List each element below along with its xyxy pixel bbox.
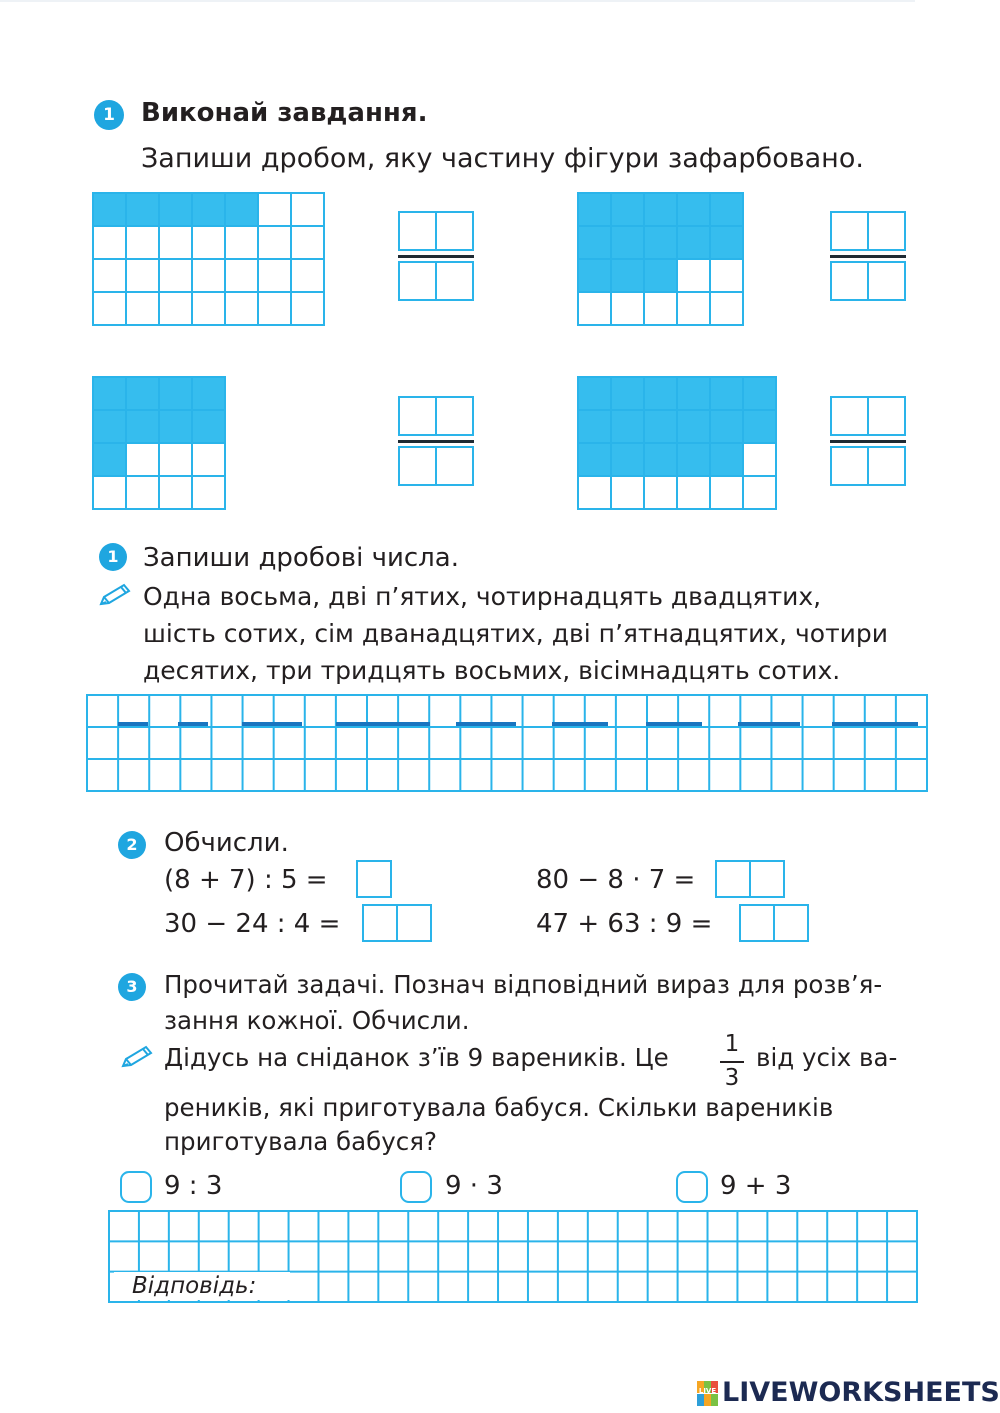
figure-cell (127, 378, 160, 411)
figure-cell (127, 444, 160, 477)
figure-cell (226, 227, 259, 260)
figure-cell (160, 477, 193, 510)
liveworksheets-logo-mark (697, 1381, 719, 1407)
figure-cell (612, 260, 645, 293)
fraction-dash (738, 722, 800, 726)
figure-cell (160, 411, 193, 444)
figure-cell (711, 260, 744, 293)
figure-cell (579, 260, 612, 293)
figure-cell (645, 444, 678, 477)
figure-cell (579, 411, 612, 444)
figure-cell (579, 293, 612, 326)
fraction-bar (830, 440, 906, 443)
answer-box-4[interactable] (739, 904, 809, 942)
text-line: Одна восьма, дві п’ятих, чотирнадцять двадцятих, (143, 582, 822, 611)
figure-cell (645, 260, 678, 293)
figure-cell (193, 444, 226, 477)
figure-cell (612, 293, 645, 326)
option-radio-3[interactable] (676, 1171, 708, 1203)
shaded-figure-2 (577, 192, 744, 326)
figure-cell (127, 260, 160, 293)
figure-cell (645, 378, 678, 411)
task-title: Запиши дробові числа. (143, 543, 459, 573)
figure-cell (226, 194, 259, 227)
figure-cell (744, 378, 777, 411)
figure-cell (744, 411, 777, 444)
figure-cell (579, 227, 612, 260)
figure-cell (292, 260, 325, 293)
expression-3: 30 − 24 : 4 = (164, 909, 341, 939)
task-number-badge: 1 (94, 100, 124, 130)
figure-cell (193, 378, 226, 411)
fraction-dash (646, 722, 702, 726)
figure-cell (160, 378, 193, 411)
figure-cell (612, 227, 645, 260)
logo-mark-text: LIVE (698, 1387, 717, 1395)
fraction-denominator: 3 (724, 1065, 740, 1091)
figure-cell (711, 194, 744, 227)
answer-box-1[interactable] (356, 860, 392, 898)
pencil-icon (98, 582, 134, 608)
figure-cell (127, 293, 160, 326)
figure-cell (94, 293, 127, 326)
figure-cell (711, 293, 744, 326)
liveworksheets-logo: LIVEWORKSHEETS (722, 1377, 1000, 1408)
figure-cell (612, 411, 645, 444)
figure-cell (259, 194, 292, 227)
figure-cell (711, 444, 744, 477)
task-instruction: Запиши дробом, яку частину фігури зафарбовано. (141, 143, 864, 174)
pencil-icon (120, 1044, 156, 1070)
figure-cell (645, 477, 678, 510)
figure-cell (579, 378, 612, 411)
figure-cell (612, 378, 645, 411)
figure-cell (160, 293, 193, 326)
figure-cell (94, 260, 127, 293)
figure-cell (612, 477, 645, 510)
text-line: десятих, три тридцять восьмих, вісімнадцять сотих. (143, 656, 841, 685)
figure-cell (678, 444, 711, 477)
option-label-2: 9 · 3 (445, 1171, 503, 1201)
option-radio-1[interactable] (120, 1171, 152, 1203)
figure-cell (160, 260, 193, 293)
figure-cell (259, 227, 292, 260)
figure-cell (259, 260, 292, 293)
fraction-answer-3[interactable] (398, 396, 474, 488)
task-number-badge: 1 (99, 543, 127, 571)
task-title: Виконай завдання. (141, 98, 428, 128)
task-number-badge: 2 (118, 831, 146, 859)
fraction-dash (178, 722, 208, 726)
figure-cell (579, 194, 612, 227)
fraction-dash (336, 722, 430, 726)
figure-cell (292, 194, 325, 227)
figure-cell (744, 477, 777, 510)
figure-cell (711, 378, 744, 411)
figure-cell (711, 411, 744, 444)
denominator-input[interactable] (398, 446, 474, 486)
figure-cell (645, 227, 678, 260)
text-line: шість сотих, сім дванадцятих, дві п’ятнадцятих, чотири (143, 619, 888, 648)
figure-cell (127, 411, 160, 444)
figure-cell (193, 293, 226, 326)
figure-cell (678, 227, 711, 260)
figure-cell (711, 227, 744, 260)
numerator-input[interactable] (830, 396, 906, 436)
denominator-input[interactable] (398, 261, 474, 301)
figure-cell (127, 194, 160, 227)
task-title: Прочитай задачі. Познач відповідний вираз для розв’я- (164, 970, 883, 999)
figure-cell (678, 477, 711, 510)
figure-cell (193, 411, 226, 444)
fraction-bar (398, 440, 474, 443)
fraction-answer-2[interactable] (830, 211, 906, 303)
answer-box-3[interactable] (362, 904, 432, 942)
option-label-3: 9 + 3 (720, 1171, 792, 1201)
figure-cell (612, 194, 645, 227)
fraction-dash (832, 722, 918, 726)
figure-cell (711, 477, 744, 510)
task-title: Обчисли. (164, 828, 289, 858)
figure-cell (226, 260, 259, 293)
fraction-bar (398, 255, 474, 258)
figure-cell (645, 194, 678, 227)
fraction-dash (456, 722, 516, 726)
task-number-badge: 3 (118, 973, 146, 1001)
writing-grid[interactable] (86, 694, 928, 792)
figure-cell (259, 293, 292, 326)
numerator-input[interactable] (398, 211, 474, 251)
figure-cell (193, 477, 226, 510)
figure-cell (744, 444, 777, 477)
problem-text: реників, які приготувала бабуся. Скільки вареників (164, 1093, 834, 1122)
shaded-figure-3 (92, 376, 226, 510)
figure-cell (160, 194, 193, 227)
figure-cell (612, 444, 645, 477)
fraction-dash (552, 722, 608, 726)
fraction-numerator: 1 (724, 1031, 740, 1057)
problem-text: приготувала бабуся? (164, 1127, 437, 1156)
problem-text: від усіх ва- (756, 1043, 898, 1072)
problem-text: Дідусь на сніданок з’їв 9 вареників. Це (164, 1043, 669, 1072)
answer-box-2[interactable] (715, 860, 785, 898)
fraction-dash (118, 722, 148, 726)
figure-cell (94, 378, 127, 411)
figure-cell (292, 227, 325, 260)
figure-cell (94, 194, 127, 227)
fraction-answer-1[interactable] (398, 211, 474, 303)
fraction-dash (242, 722, 302, 726)
figure-cell (678, 194, 711, 227)
answer-label: Відповідь: (132, 1273, 257, 1299)
figure-cell (645, 411, 678, 444)
expression-1: (8 + 7) : 5 = (164, 865, 328, 895)
numerator-input[interactable] (830, 211, 906, 251)
figure-cell (94, 444, 127, 477)
figure-cell (678, 260, 711, 293)
task-title-continued: зання кожної. Обчисли. (164, 1006, 470, 1035)
figure-cell (645, 293, 678, 326)
denominator-input[interactable] (830, 261, 906, 301)
shaded-figure-1 (92, 192, 325, 326)
figure-cell (579, 444, 612, 477)
figure-cell (94, 411, 127, 444)
figure-cell (193, 260, 226, 293)
denominator-input[interactable] (830, 446, 906, 486)
figure-cell (292, 293, 325, 326)
figure-cell (678, 378, 711, 411)
figure-cell (193, 194, 226, 227)
expression-4: 47 + 63 : 9 = (536, 909, 713, 939)
figure-cell (127, 477, 160, 510)
figure-cell (127, 227, 160, 260)
figure-cell (678, 411, 711, 444)
expression-2: 80 − 8 · 7 = (536, 865, 696, 895)
figure-cell (579, 477, 612, 510)
top-divider (0, 0, 915, 2)
shaded-figure-4 (577, 376, 777, 510)
figure-cell (193, 227, 226, 260)
option-radio-2[interactable] (400, 1171, 432, 1203)
figure-cell (160, 444, 193, 477)
figure-cell (94, 227, 127, 260)
figure-cell (678, 293, 711, 326)
fraction-bar (830, 255, 906, 258)
figure-cell (226, 293, 259, 326)
figure-cell (94, 477, 127, 510)
figure-cell (160, 227, 193, 260)
fraction-answer-4[interactable] (830, 396, 906, 488)
fraction-line (720, 1061, 744, 1063)
numerator-input[interactable] (398, 396, 474, 436)
option-label-1: 9 : 3 (164, 1171, 223, 1201)
